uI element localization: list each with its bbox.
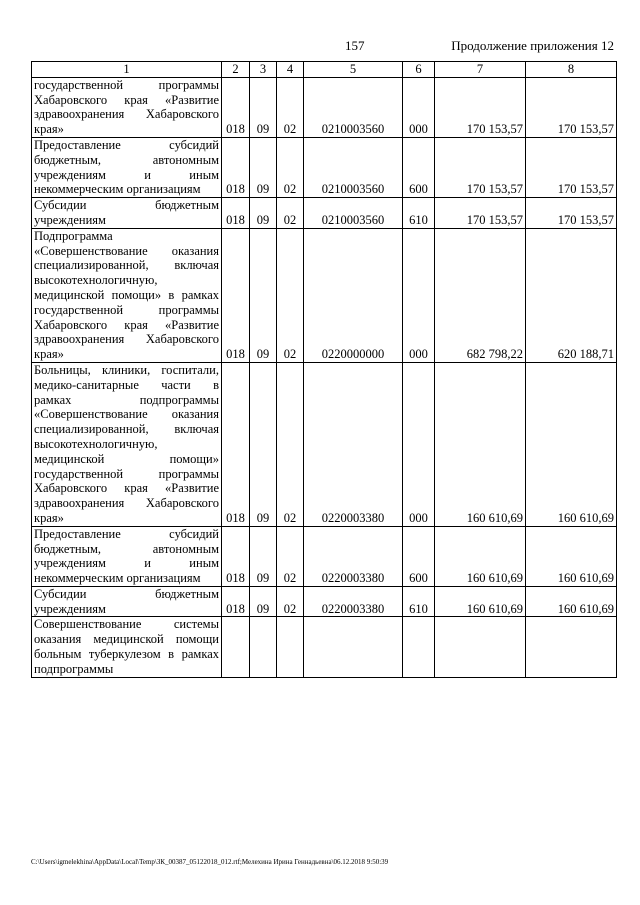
row-name: Субсидии бюджетным учреждениям [32, 586, 222, 617]
row-name: Предоставление субсидий бюджетным, автономным учреждениям и иным некоммерческим организациям [32, 137, 222, 197]
amount-year-1: 170 153,57 [435, 77, 526, 137]
expense-type-code: 000 [403, 77, 435, 137]
ministry-code [222, 617, 250, 677]
subsection-code [277, 617, 304, 677]
column-header: 8 [526, 62, 617, 78]
section-code: 09 [250, 198, 277, 229]
amount-year-2 [526, 617, 617, 677]
ministry-code: 018 [222, 228, 250, 362]
amount-year-1: 160 610,69 [435, 362, 526, 526]
subsection-code: 02 [277, 137, 304, 197]
row-name: Предоставление субсидий бюджетным, автономным учреждениям и иным некоммерческим организациям [32, 526, 222, 586]
table-row [32, 228, 617, 362]
table-row [32, 198, 617, 229]
row-name: Подпрограмма «Совершенствование оказания специализированной, включая высокотехнологичную, медицинской помощи» в рамках государственной программы Хабаровского края «Развитие здравоохранения Хабаровского края» [32, 228, 222, 362]
column-header: 1 [32, 62, 222, 78]
budget-table [31, 61, 617, 678]
section-code: 09 [250, 362, 277, 526]
target-code: 0210003560 [304, 77, 403, 137]
expense-type-code: 610 [403, 198, 435, 229]
section-code: 09 [250, 228, 277, 362]
amount-year-1: 160 610,69 [435, 526, 526, 586]
row-name: Субсидии бюджетным учреждениям [32, 198, 222, 229]
subsection-code: 02 [277, 586, 304, 617]
target-code: 0210003560 [304, 198, 403, 229]
table-row [32, 617, 617, 677]
row-name: Совершенствование системы оказания медицинской помощи больным туберкулезом в рамках подпрограммы [32, 617, 222, 677]
amount-year-1: 682 798,22 [435, 228, 526, 362]
section-code: 09 [250, 137, 277, 197]
subsection-code: 02 [277, 77, 304, 137]
expense-type-code: 600 [403, 526, 435, 586]
ministry-code: 018 [222, 362, 250, 526]
subsection-code: 02 [277, 362, 304, 526]
column-number-row [32, 62, 617, 78]
table-row [32, 77, 617, 137]
amount-year-2: 160 610,69 [526, 586, 617, 617]
expense-type-code: 600 [403, 137, 435, 197]
amount-year-2: 620 188,71 [526, 228, 617, 362]
amount-year-1 [435, 617, 526, 677]
page-number: 157 [345, 38, 365, 53]
ministry-code: 018 [222, 586, 250, 617]
section-code: 09 [250, 77, 277, 137]
subsection-code: 02 [277, 228, 304, 362]
target-code [304, 617, 403, 677]
column-header: 2 [222, 62, 250, 78]
target-code: 0220003380 [304, 586, 403, 617]
table-row [32, 362, 617, 526]
row-name: государственной программы Хабаровского края «Развитие здравоохранения Хабаровского края» [32, 77, 222, 137]
section-code: 09 [250, 526, 277, 586]
ministry-code: 018 [222, 526, 250, 586]
file-path-footer: C:\Users\igmelekhina\AppData\Local\Temp\ЗК_00387_05122018_012.rtf;Мелехина Ирина Геннадьевна\06.12.2018 9:50:39 [31, 858, 389, 866]
amount-year-1: 170 153,57 [435, 137, 526, 197]
amount-year-2: 160 610,69 [526, 362, 617, 526]
ministry-code: 018 [222, 137, 250, 197]
column-header: 6 [403, 62, 435, 78]
table-row [32, 526, 617, 586]
amount-year-1: 170 153,57 [435, 198, 526, 229]
expense-type-code: 610 [403, 586, 435, 617]
section-code [250, 617, 277, 677]
column-header: 4 [277, 62, 304, 78]
amount-year-2: 170 153,57 [526, 198, 617, 229]
ministry-code: 018 [222, 77, 250, 137]
target-code: 0220003380 [304, 526, 403, 586]
table-row [32, 586, 617, 617]
column-header: 7 [435, 62, 526, 78]
amount-year-2: 170 153,57 [526, 137, 617, 197]
subsection-code: 02 [277, 198, 304, 229]
column-header: 3 [250, 62, 277, 78]
ministry-code: 018 [222, 198, 250, 229]
amount-year-1: 160 610,69 [435, 586, 526, 617]
continuation-label: Продолжение приложения 12 [451, 38, 614, 53]
target-code: 0220000000 [304, 228, 403, 362]
subsection-code: 02 [277, 526, 304, 586]
row-name: Больницы, клиники, госпитали, медико-санитарные части в рамках подпрограммы «Совершенствование оказания специализированной, включая высокотехнологичную, медицинской помощи» государственной программы Хабаровского края «Развитие здравоохранения Хабаровского края» [32, 362, 222, 526]
section-code: 09 [250, 586, 277, 617]
expense-type-code [403, 617, 435, 677]
expense-type-code: 000 [403, 228, 435, 362]
target-code: 0220003380 [304, 362, 403, 526]
expense-type-code: 000 [403, 362, 435, 526]
table-row [32, 137, 617, 197]
amount-year-2: 170 153,57 [526, 77, 617, 137]
amount-year-2: 160 610,69 [526, 526, 617, 586]
target-code: 0210003560 [304, 137, 403, 197]
column-header: 5 [304, 62, 403, 78]
